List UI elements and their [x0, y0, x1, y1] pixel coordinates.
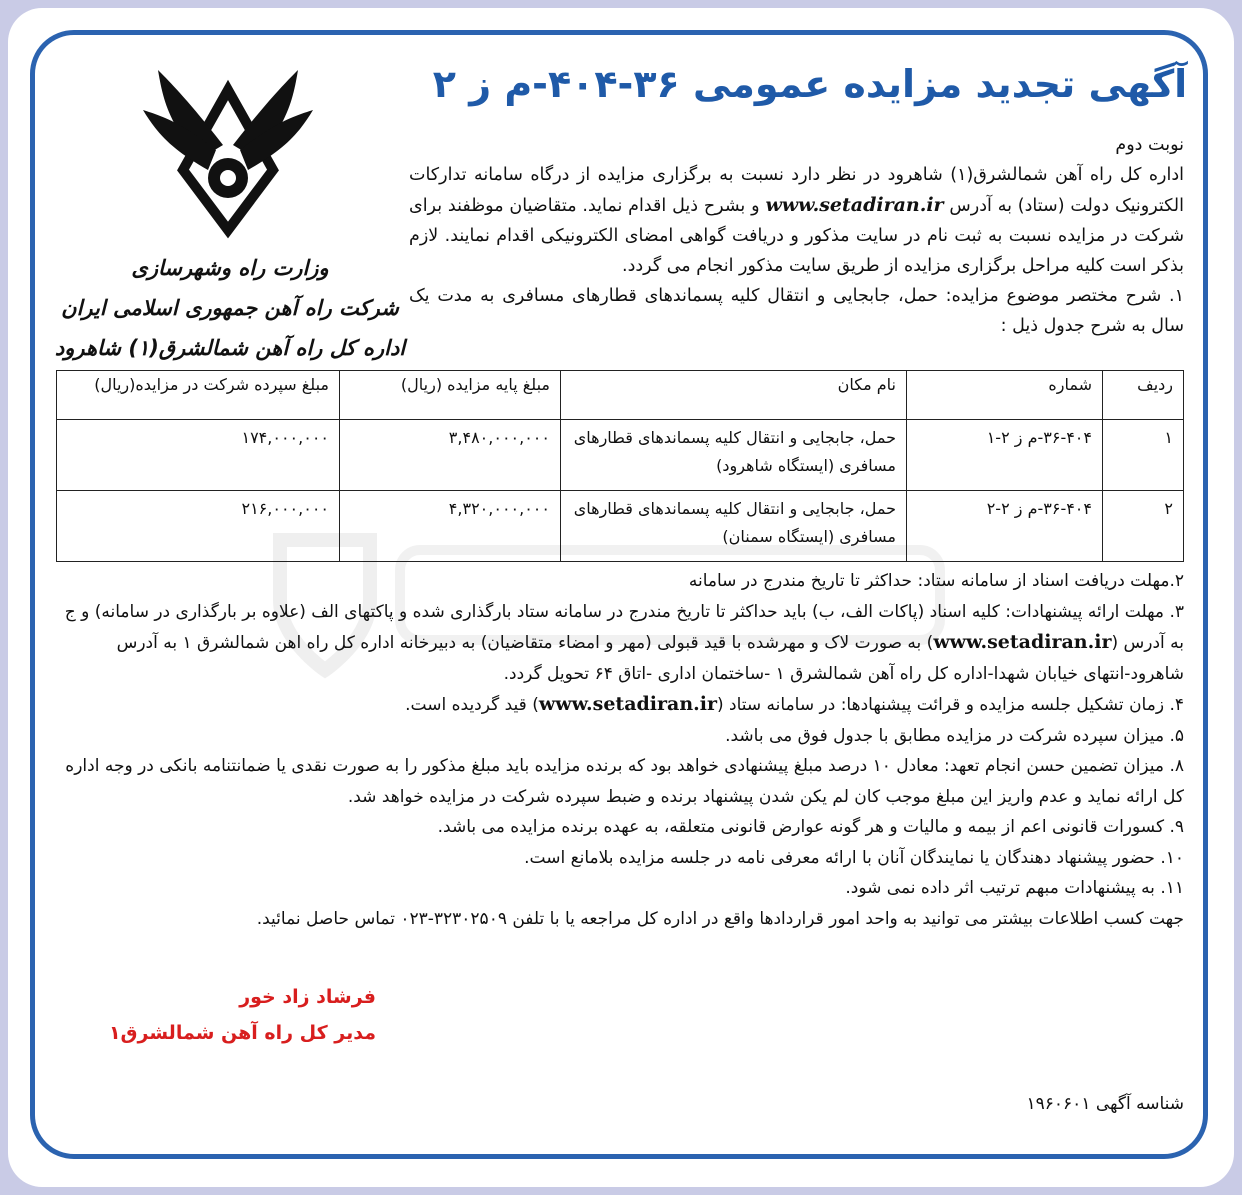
company-name: شرکت راه آهن جمهوری اسلامی ایران [61, 296, 399, 320]
round-label: نوبت دوم [1115, 135, 1184, 155]
organization-block [40, 248, 420, 368]
ad-id: شناسه آگهی ۱۹۶۰۶۰۱ [1026, 1094, 1184, 1114]
row-code: ۳۶-۴۰۴-م ز ۲-۲ [907, 491, 1103, 562]
intro-text-1: اداره کل راه آهن شمالشرق(۱) شاهرود در نظر دارد نسبت به برگزاری مزایده از درگاه سامانه تدارکات الکترونیک دولت (ستاد) به آدرس [409, 165, 1184, 216]
item-11: ۱۱. به پیشنهادات مبهم ترتیب اثر داده نمی شود. [845, 878, 1184, 898]
intro-paragraph [409, 160, 1184, 281]
setadiran-link[interactable]: www.setadiran.ir [538, 693, 717, 715]
col-location: نام مکان [561, 371, 907, 420]
railway-winged-wheel-emblem-icon [128, 60, 328, 250]
setadiran-link[interactable]: www.setadiran.ir [765, 194, 944, 216]
table-header-row [57, 371, 1184, 420]
item-10: ۱۰. حضور پیشنهاد دهندگان یا نمایندگان آنان با ارائه معرفی نامه در جلسه مزایده بلامانع است. [524, 847, 1184, 868]
item-8: ۸. میزان تضمین حسن انجام تعهد: معادل ۱۰ درصد مبلغ پیشنهادی خواهد بود که برنده مزایده باید مبلغ مذکور را به صورت نقدی یا ضمانتنامه بانکی در وجه اداره کل ارائه نماید و عدم واریز این مبلغ موجب کان لم یکن شدن پیشنهاد برنده و ضبط سپرده شرکت در مزایده خواهد شد. [65, 756, 1184, 807]
item-2: ۲.مهلت دریافت اسناد از سامانه ستاد: حداکثر تا تاریخ مندرج در سامانه [688, 571, 1184, 591]
col-row-number: ردیف [1103, 371, 1184, 420]
col-base-price: مبلغ پایه مزایده (ریال) [340, 371, 561, 420]
item-4-text-2: ) قید گردیده است. [405, 695, 539, 715]
row-base-price: ۳,۴۸۰,۰۰۰,۰۰۰ [340, 420, 561, 491]
auction-table [56, 370, 1184, 562]
item-5: ۵. میزان سپرده شرکت در مزایده مطابق با جدول فوق می باشد. [725, 725, 1184, 746]
notice-title: آگهی تجدید مزایده عمومی ۳۶-۴۰۴-م ز ۲ [432, 62, 1188, 106]
row-deposit: ۱۷۴,۰۰۰,۰۰۰ [57, 420, 340, 491]
item-4-text-1: ۴. زمان تشکیل جلسه مزایده و قرائت پیشنهادها: در سامانه ستاد ( [716, 695, 1184, 715]
table-row [57, 491, 1184, 562]
col-deposit: مبلغ سپرده شرکت در مزایده(ریال) [57, 371, 340, 420]
row-base-price: ۴,۳۲۰,۰۰۰,۰۰۰ [340, 491, 561, 562]
office-name: اداره کل راه آهن شمالشرق(۱) شاهرود [54, 336, 406, 360]
signer-name: فرشاد زاد خور [239, 986, 376, 1008]
row-location: حمل، جابجایی و انتقال کلیه پسماندهای قطارهای مسافری (ایستگاه شاهرود) [561, 420, 907, 491]
item-3 [56, 597, 1184, 690]
table-row [57, 420, 1184, 491]
item-3-text-1: ۳. مهلت ارائه پیشنهادات: کلیه اسناد (پاکات الف، ب) باید حداکثر تا تاریخ مندرج در سامانه ستاد بارگذاری شده و پاکتهای الف (علاوه بر بارگذاری در سامانه) و ج به آدرس ( [64, 601, 1184, 653]
row-deposit: ۲۱۶,۰۰۰,۰۰۰ [57, 491, 340, 562]
item-3-text-2: ) به صورت لاک و مهرشده با قید قبولی (مهر و امضاء متقاضیان) به دبیرخانه اداره کل راه اهن شمالشرق ۱ به آدرس شاهرود-انتهای خیابان شهدا-اداره کل راه آهن شمالشرق ۱ -ساختمان اداری -اتاق ۶۴ تحویل گردد. [116, 633, 1184, 684]
col-code: شماره [907, 371, 1103, 420]
intro-text-2: و بشرح ذیل اقدام نماید. متقاضیان موظفند برای شرکت در مزایده نسبت به ثبت نام در سایت مذکور و دریافت گواهی امضای الکترونیکی اقدام نمایند. لازم بذکر است کلیه مراحل برگزاری مزایده از طریق سایت مذکور انجام می گردد. [409, 196, 1184, 276]
row-code: ۳۶-۴۰۴-م ز ۲-۱ [907, 420, 1103, 491]
item-9: ۹. کسورات قانونی اعم از بیمه و مالیات و هر گونه عوارض قانونی متعلقه، به عهده برنده مزایده می باشد. [437, 817, 1184, 837]
intro-block [409, 130, 1184, 341]
row-number: ۱ [1103, 420, 1184, 491]
row-location: حمل، جابجایی و انتقال کلیه پسماندهای قطارهای مسافری (ایستگاه سمنان) [561, 491, 907, 562]
ministry-name: وزارت راه وشهرسازی [131, 256, 329, 280]
setadiran-link[interactable]: www.setadiran.ir [933, 631, 1112, 653]
item-4 [56, 689, 1184, 721]
terms-list [56, 566, 1184, 934]
signer-role: مدیر کل راه آهن شمالشرق۱ [108, 1022, 376, 1044]
item-1: ۱. شرح مختصر موضوع مزایده: حمل، جابجایی و انتقال کلیه پسماندهای قطارهای مسافری به مدت یک سال به شرح جدول ذیل : [409, 286, 1184, 336]
row-number: ۲ [1103, 491, 1184, 562]
contact-info: جهت کسب اطلاعات بیشتر می توانید به واحد امور قراردادها واقع در اداره کل مراجعه یا با تلفن ۳۲۳۰۲۵۰۹-۰۲۳ تماس حاصل نمائید. [256, 908, 1184, 929]
